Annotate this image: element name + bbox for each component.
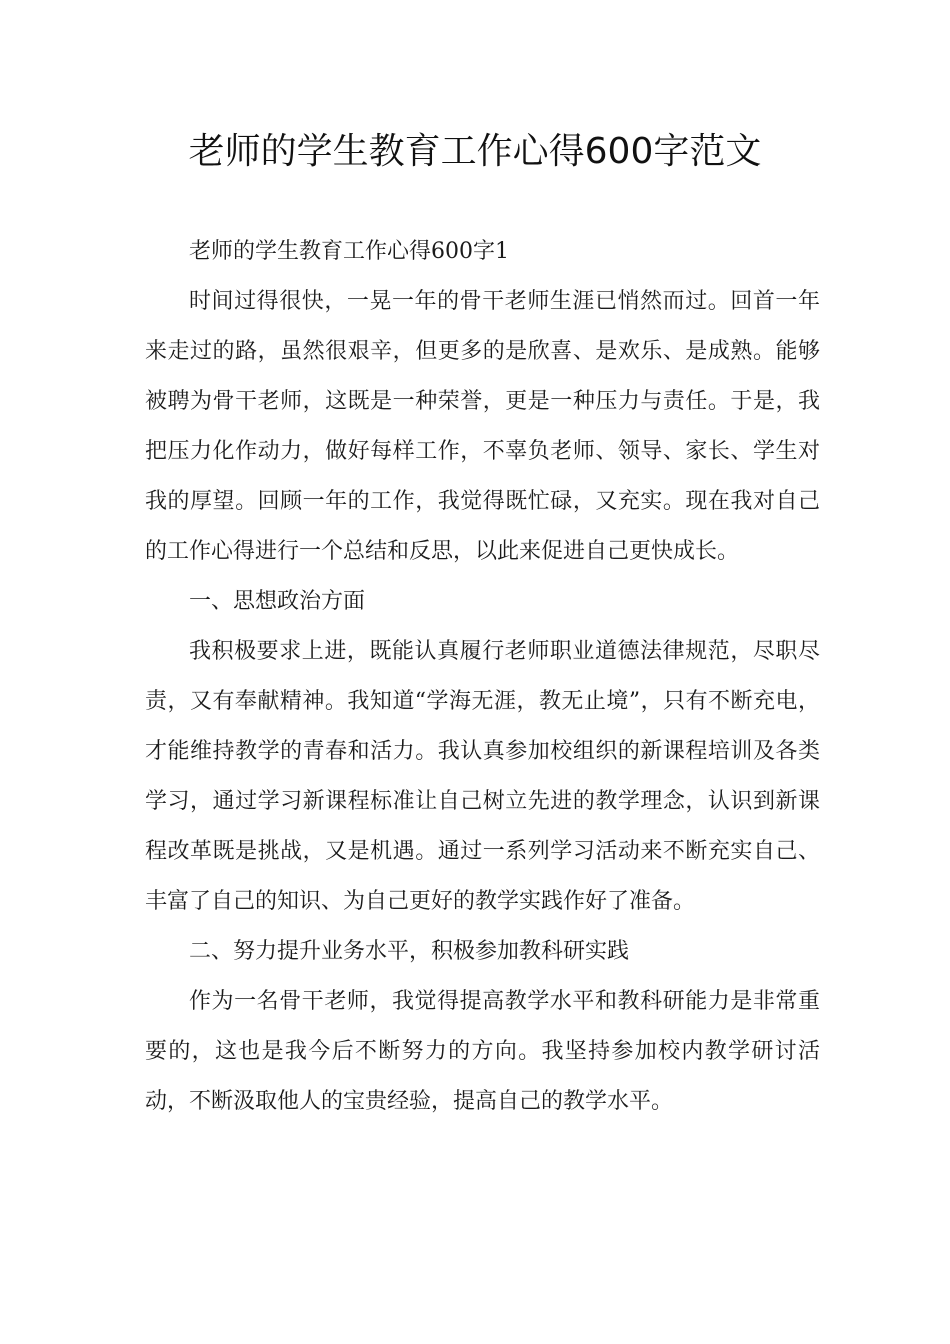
paragraph-section-2: 作为一名骨干老师，我觉得提高教学水平和教科研能力是非常重要的，这也是我今后不断努力的方向。我坚持参加校内教学研讨活动，不断汲取他人的宝贵经验，提高自己的教学水平。 — [145, 989, 820, 1114]
section-heading-1: 一、思想政治方面 — [189, 589, 366, 614]
section-heading-2: 二、努力提升业务水平，积极参加教科研实践 — [189, 939, 630, 964]
document-body — [145, 227, 820, 1127]
paragraph-intro: 时间过得很快，一晃一年的骨干老师生涯已悄然而过。回首一年来走过的路，虽然很艰辛，但更多的是欣喜、是欢乐、是成熟。能够被聘为骨干老师，这既是一种荣誉，更是一种压力与责任。于是，我把压力化作动力，做好每样工作，不辜负老师、领导、家长、学生对我的厚望。回顾一年的工作，我觉得既忙碌，又充实。现在我对自己的工作心得进行一个总结和反思，以此来促进自己更快成长。 — [145, 289, 820, 564]
paragraph-section-1: 我积极要求上进，既能认真履行老师职业道德法律规范，尽职尽责，又有奉献精神。我知道“学海无涯，教无止境”，只有不断充电，才能维持教学的青春和活力。我认真参加校组织的新课程培训及各类学习，通过学习新课程标准让自己树立先进的教学理念，认识到新课程改革既是挑战，又是机遇。通过一系列学习活动来不断充实自己、丰富了自己的知识、为自己更好的教学实践作好了准备。 — [145, 639, 820, 914]
document-subtitle: 老师的学生教育工作心得600字1 — [189, 239, 509, 264]
document-title: 老师的学生教育工作心得600字范文 — [188, 131, 762, 172]
